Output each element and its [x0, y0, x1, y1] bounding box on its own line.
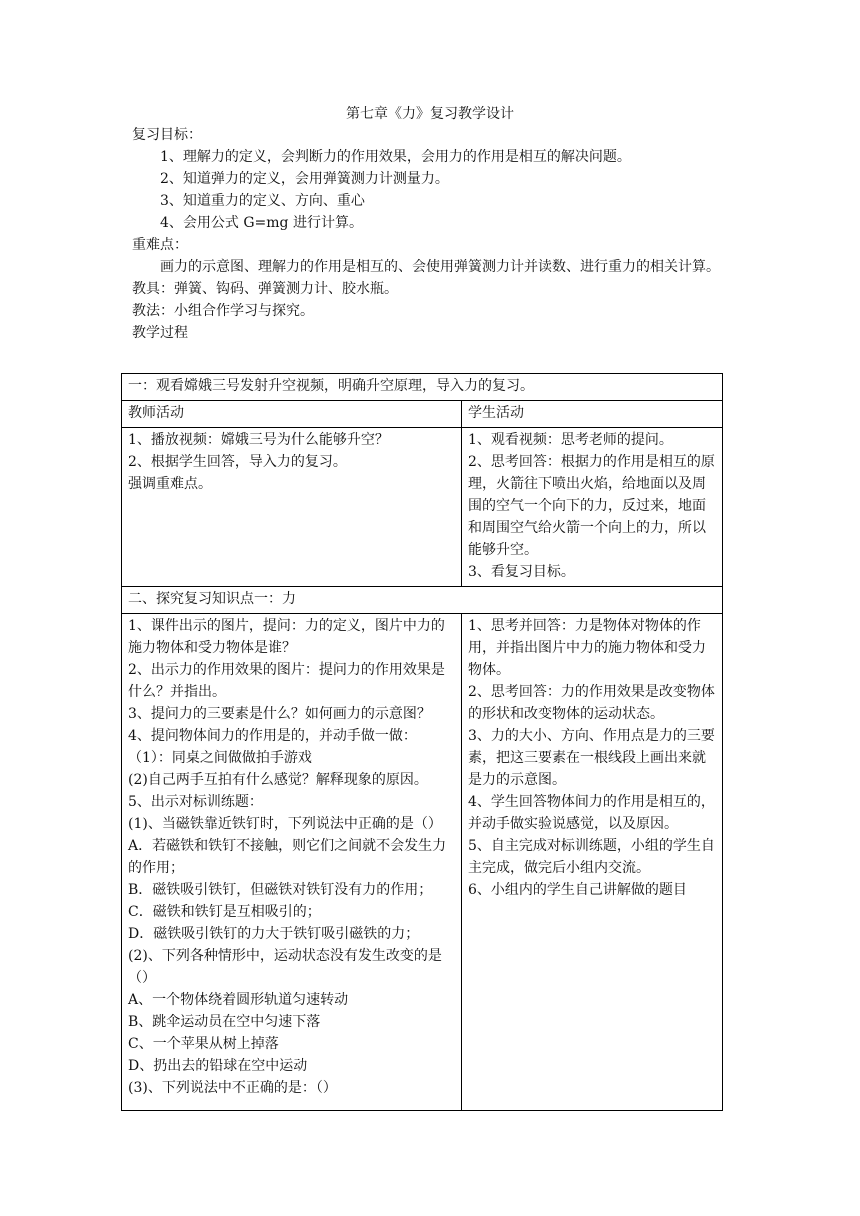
teacher-step: （1）：同桌之间做做拍手游戏	[128, 750, 312, 766]
objective-item: 4、会用公式 G=mg 进行计算。	[160, 215, 363, 231]
section-2-student-cell	[462, 614, 723, 1111]
student-step: 4、学生回答物体间力的作用是相互的，并动手做实验说感觉，以及原因。	[468, 794, 715, 832]
teacher-step: 2、出示力的作用效果的图片：提问力的作用效果是什么？并指出。	[128, 662, 445, 700]
lesson-table	[121, 373, 723, 1111]
exercise-option: C．磁铁和铁钉是互相吸引的；	[128, 904, 321, 920]
exercise-option: D．磁铁吸引铁钉的力大于铁钉吸引磁铁的力；	[128, 926, 420, 942]
tools-line: 教具：弹簧、钩码、弹簧测力计、胶水瓶。	[132, 281, 398, 297]
exercise-option: A．若磁铁和铁钉不接触，则它们之间就不会发生力的作用；	[128, 838, 447, 876]
objective-item: 2、知道弹力的定义，会用弹簧测力计测量力。	[160, 171, 449, 187]
teacher-step: 3、提问力的三要素是什么？如何画力的示意图？	[128, 706, 431, 722]
document-title: 第七章《力》复习教学设计	[346, 106, 514, 122]
section-2-teacher-cell	[122, 614, 462, 1111]
exercise-question: (1)、当磁铁靠近铁钉时，下列说法中正确的是（）	[128, 816, 442, 832]
exercise-question: (2)、下列各种情形中，运动状态没有发生改变的是（）	[128, 948, 442, 986]
student-step: 2、思考回答：力的作用效果是改变物体的形状和改变物体的运动状态。	[468, 684, 715, 722]
student-step: 1、思考并回答：力是物体对物体的作用，并指出图片中力的施力物体和受力物体。	[468, 618, 706, 678]
student-step: 6、小组内的学生自己讲解做的题目	[468, 882, 687, 898]
teacher-step: 4、提问物体间力的作用是的，并动手做一做：	[128, 728, 417, 744]
objective-item: 1、理解力的定义，会判断力的作用效果，会用力的作用是相互的解决问题。	[160, 149, 631, 165]
difficulty-text: 画力的示意图、理解力的作用是相互的、会使用弹簧测力计并读数、进行重力的相关计算。	[160, 259, 720, 275]
intro-section	[132, 124, 732, 344]
teacher-step: 5、出示对标训练题：	[128, 794, 263, 810]
exercise-option: B、跳伞运动员在空中匀速下落	[128, 1014, 321, 1030]
teacher-step: (2)自己两手互拍有什么感觉？解释现象的原因。	[128, 772, 428, 788]
teacher-step: 2、根据学生回答，导入力的复习。	[128, 454, 347, 470]
exercise-option: D、扔出去的铅球在空中运动	[128, 1058, 308, 1074]
student-step: 5、自主完成对标训练题，小组的学生自主完成，做完后小组内交流。	[468, 838, 715, 876]
exercise-question: (3)、下列说法中不正确的是：（）	[128, 1080, 337, 1096]
section-1-student-cell	[462, 428, 723, 587]
difficulty-label: 重难点：	[132, 237, 188, 253]
teacher-step: 强调重难点。	[128, 476, 212, 492]
exercise-option: B．磁铁吸引铁钉，但磁铁对铁钉没有力的作用；	[128, 882, 433, 898]
student-step: 2、思考回答：根据力的作用是相互的原理，火箭往下喷出火焰，给地面以及周围的空气一个向下的力，反过来，地面和周围空气给火箭一个向上的力，所以能够升空。	[468, 454, 715, 558]
method-line: 教法：小组合作学习与探究。	[132, 303, 314, 319]
student-step: 3、看复习目标。	[468, 564, 575, 580]
section-1-header: 一：观看嫦娥三号发射升空视频，明确升空原理，导入力的复习。	[122, 374, 723, 401]
section-1-teacher-cell	[122, 428, 462, 587]
objective-item: 3、知道重力的定义、方向、重心	[160, 193, 365, 209]
student-step: 1、观看视频：思考老师的提问。	[468, 432, 673, 448]
exercise-option: A、一个物体绕着圆形轨道匀速转动	[128, 992, 349, 1008]
teacher-step: 1、课件出示的图片，提问：力的定义，图片中力的施力物体和受力物体是谁？	[128, 618, 445, 656]
teacher-activity-header: 教师活动	[122, 401, 462, 428]
objectives-label: 复习目标：	[132, 127, 202, 143]
section-2-header: 二、探究复习知识点一：力	[122, 587, 723, 614]
exercise-option: C、一个苹果从树上掉落	[128, 1036, 279, 1052]
teacher-step: 1、播放视频：嫦娥三号为什么能够升空？	[128, 432, 389, 448]
student-step: 3、力的大小、方向、作用点是力的三要素，把这三要素在一根线段上画出来就是力的示意图。	[468, 728, 715, 788]
student-activity-header: 学生活动	[462, 401, 723, 428]
process-label: 教学过程	[132, 325, 188, 341]
